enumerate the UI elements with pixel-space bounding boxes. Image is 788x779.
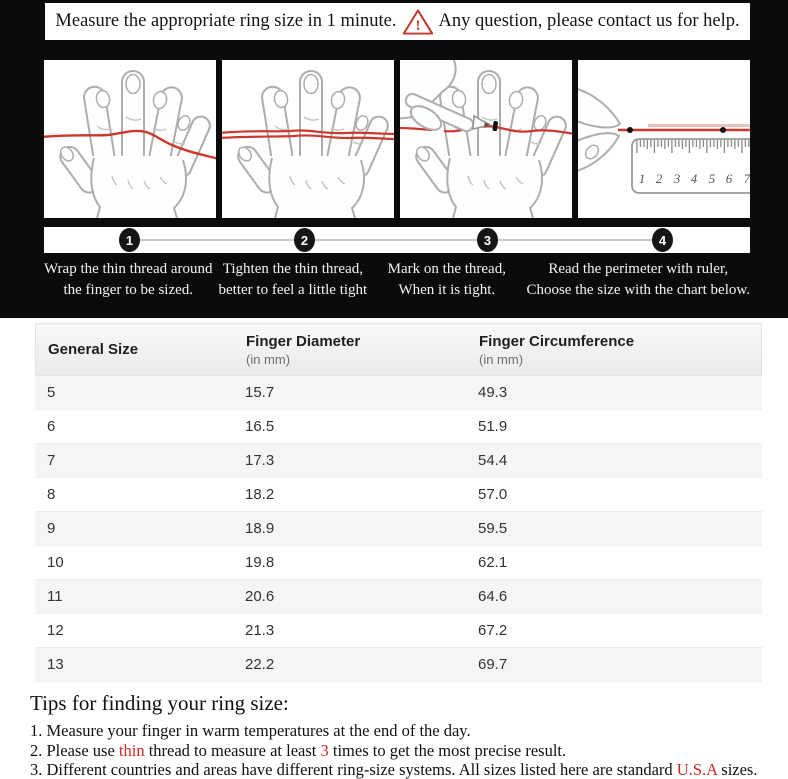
highlight-red: U.S.A <box>676 760 718 779</box>
table-row: 7 17.3 54.4 <box>35 444 762 478</box>
column-header-finger-diameter: Finger Diameter (in mm) <box>246 332 361 367</box>
table-row: 6 16.5 51.9 <box>35 410 762 444</box>
warning-triangle-icon <box>402 7 434 37</box>
caption-step-4: Read the perimeter with ruler, Choose the size with the chart below. <box>526 261 750 298</box>
column-header-finger-circumference: Finger Circumference (in mm) <box>479 332 635 367</box>
table-row: 10 19.8 62.1 <box>35 546 762 580</box>
ruler-illustration <box>578 60 750 218</box>
step-circle-3: 3 <box>477 228 498 252</box>
svg-text:4: 4 <box>690 171 698 186</box>
tip-line-3: 3. Different countries and areas have different ring-size systems. All sizes listed here are standard U.S.A sizes. <box>30 760 758 779</box>
instruction-banner-section <box>0 0 788 318</box>
svg-text:2: 2 <box>655 171 663 186</box>
instruction-panel-3 <box>400 60 572 218</box>
column-header-general-size: General Size <box>48 341 139 358</box>
instruction-panel-2 <box>222 60 394 218</box>
svg-text:6: 6 <box>725 171 733 186</box>
tip-line-1: 1. Measure your finger in warm temperatures at the end of the day. <box>30 721 471 740</box>
tips-title: Tips for finding your ring size: <box>30 691 289 715</box>
step-connector-line <box>130 239 663 241</box>
step-circle-1: 1 <box>119 228 140 252</box>
step-circle-4: 4 <box>652 228 673 252</box>
instruction-panels <box>44 60 750 218</box>
measure-banner <box>45 3 750 40</box>
thread-end-dot <box>627 127 633 133</box>
tip-line-2: 2. Please use thin thread to measure at least 3 times to get the most precise result. <box>30 740 567 760</box>
highlight-red: thin <box>118 740 145 760</box>
instruction-panel-4 <box>578 60 750 218</box>
warning-glyph: ! <box>415 17 421 34</box>
table-row: 11 20.6 64.6 <box>35 580 762 614</box>
caption-step-3: Mark on the thread, When it is tight. <box>387 261 506 298</box>
tips-section <box>30 691 774 779</box>
svg-text:7: 7 <box>743 171 750 186</box>
step-progress-bar <box>44 227 750 253</box>
step-captions <box>44 259 750 301</box>
instruction-panel-1 <box>44 60 216 218</box>
svg-text:3: 3 <box>673 171 681 186</box>
thread-end-dot <box>720 127 726 133</box>
hand-mark-illustration <box>400 60 572 218</box>
table-row: 8 18.2 57.0 <box>35 478 762 512</box>
caption-step-1: Wrap the thin thread around the finger to be sized. <box>44 261 213 298</box>
pinching-fingers <box>578 88 620 172</box>
svg-text:1: 1 <box>638 171 646 186</box>
table-row: 12 21.3 67.2 <box>35 614 762 648</box>
step-circle-2: 2 <box>294 228 315 252</box>
caption-step-2: Tighten the thin thread, better to feel a little tight <box>218 261 368 298</box>
table-row: 13 22.2 69.7 <box>35 648 762 682</box>
svg-text:5: 5 <box>708 171 716 186</box>
highlight-red: 3 <box>320 740 329 760</box>
hand-wrap-illustration <box>44 60 216 218</box>
table-header-row <box>35 323 762 376</box>
banner-text-before: Measure the appropriate ring size in 1 minute. <box>55 11 397 31</box>
table-row: 5 15.7 49.3 <box>35 376 762 410</box>
banner-text-after: Any question, please contact us for help. <box>438 11 740 31</box>
ring-size-table <box>35 323 762 682</box>
hand-tighten-illustration <box>222 60 394 218</box>
table-body <box>35 376 762 682</box>
table-row: 9 18.9 59.5 <box>35 512 762 546</box>
